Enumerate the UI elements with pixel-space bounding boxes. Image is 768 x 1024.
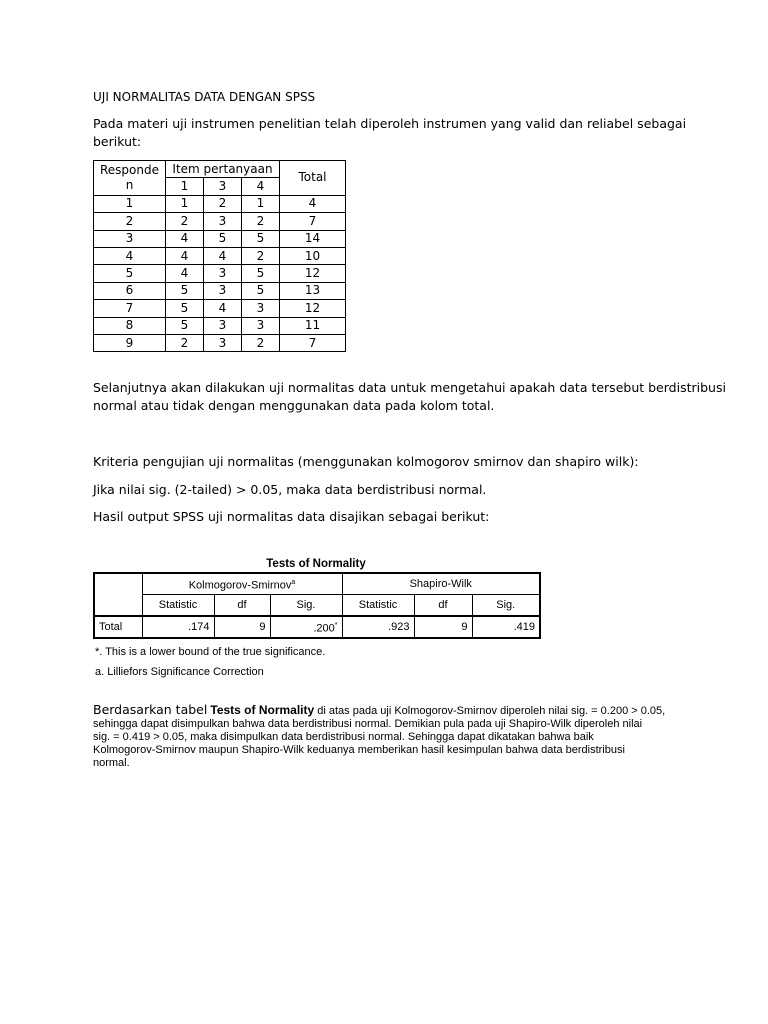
cell-total: 14 xyxy=(280,230,346,247)
cell-responden: 4 xyxy=(94,247,166,264)
cell-responden: 2 xyxy=(94,213,166,230)
data-table-row xyxy=(94,247,346,264)
footnote-a: a. Lilliefors Significance Correction xyxy=(95,666,264,678)
header-item-4: 4 xyxy=(242,178,280,195)
spss-corner-cell xyxy=(94,573,142,616)
cell-item-3: 3 xyxy=(204,213,242,230)
cell-responden: 7 xyxy=(94,300,166,317)
data-table-row xyxy=(94,195,346,212)
cell-item-3: 3 xyxy=(204,334,242,351)
criteria-text: Kriteria pengujian uji normalitas (menggunakan kolmogorov smirnov dan shapiro wilk): xyxy=(93,454,639,469)
cell-item-3: 3 xyxy=(204,282,242,299)
spss-header-row-1 xyxy=(94,573,540,595)
ks-sig-header: Sig. xyxy=(270,595,342,617)
cell-item-1: 4 xyxy=(166,230,204,247)
cell-total: 13 xyxy=(280,282,346,299)
tests-of-normality-table xyxy=(93,572,541,639)
cell-item-1: 5 xyxy=(166,317,204,334)
ks-df-value: 9 xyxy=(214,616,270,638)
data-table-row xyxy=(94,282,346,299)
spss-table-title: Tests of Normality xyxy=(266,558,366,570)
paragraph-selanjutnya xyxy=(93,379,726,415)
header-item-3: 3 xyxy=(204,178,242,195)
cell-item-3: 3 xyxy=(204,265,242,282)
intro-line-1: Pada materi uji instrumen penelitian telah diperoleh instrumen yang valid dan reliabel sebagai xyxy=(93,116,687,131)
cell-responden: 3 xyxy=(94,230,166,247)
instrument-data-table xyxy=(93,160,346,352)
header-responden-part-1: Responde xyxy=(100,162,159,177)
intro-paragraph xyxy=(93,115,686,151)
output-intro-text: Hasil output SPSS uji normalitas data disajikan sebagai berikut: xyxy=(93,509,490,524)
page-heading: UJI NORMALITAS DATA DENGAN SPSS xyxy=(93,90,316,104)
conclusion-line-4: Kolmogorov-Smirnov maupun Shapiro-Wilk keduanya memberikan hasil kesimpulan bahwa data berdistribusi xyxy=(93,744,625,756)
conclusion-paragraph xyxy=(93,703,693,770)
data-table-row xyxy=(94,317,346,334)
cell-item-1: 1 xyxy=(166,195,204,212)
cell-item-1: 2 xyxy=(166,334,204,351)
ks-footnote-mark: a xyxy=(291,578,296,586)
cell-item-4: 5 xyxy=(242,230,280,247)
data-table-row xyxy=(94,230,346,247)
cell-total: 12 xyxy=(280,265,346,282)
header-responden xyxy=(94,161,166,196)
footnote-star: *. This is a lower bound of the true significance. xyxy=(95,646,326,658)
ks-sig-star: * xyxy=(334,621,338,629)
cell-total: 7 xyxy=(280,334,346,351)
header-item-1: 1 xyxy=(166,178,204,195)
cell-item-4: 2 xyxy=(242,213,280,230)
data-table-row xyxy=(94,213,346,230)
sw-sig-header: Sig. xyxy=(472,595,540,617)
data-table-header-row xyxy=(94,161,346,178)
cell-item-1: 4 xyxy=(166,265,204,282)
header-total: Total xyxy=(280,161,346,196)
data-table-row xyxy=(94,334,346,351)
cell-responden: 6 xyxy=(94,282,166,299)
cell-item-4: 5 xyxy=(242,265,280,282)
conclusion-line-3: sig. = 0.419 > 0.05, maka disimpulkan data berdistribusi normal. Sehingga dapat dikatakan bahwa baik xyxy=(93,731,594,743)
cell-item-4: 2 xyxy=(242,247,280,264)
cell-total: 4 xyxy=(280,195,346,212)
conclusion-lead: Berdasarkan tabel xyxy=(93,702,208,717)
spss-header-row-2 xyxy=(94,595,540,617)
sw-statistic-value: .923 xyxy=(342,616,414,638)
ks-statistic-value: .174 xyxy=(142,616,214,638)
cell-responden: 1 xyxy=(94,195,166,212)
data-table-row xyxy=(94,265,346,282)
ks-df-header: df xyxy=(214,595,270,617)
sw-statistic-header: Statistic xyxy=(342,595,414,617)
sw-df-value: 9 xyxy=(414,616,472,638)
cell-total: 11 xyxy=(280,317,346,334)
cell-responden: 9 xyxy=(94,334,166,351)
cell-item-4: 3 xyxy=(242,317,280,334)
rule-text: Jika nilai sig. (2-tailed) > 0.05, maka data berdistribusi normal. xyxy=(93,482,487,497)
cell-item-1: 5 xyxy=(166,300,204,317)
cell-item-3: 4 xyxy=(204,247,242,264)
cell-item-3: 2 xyxy=(204,195,242,212)
cell-total: 10 xyxy=(280,247,346,264)
ks-header-label: Kolmogorov-Smirnov xyxy=(188,579,292,592)
para2-line-2: normal atau tidak dengan menggunakan data pada kolom total. xyxy=(93,398,495,413)
row-label-total: Total xyxy=(94,616,142,638)
cell-responden: 8 xyxy=(94,317,166,334)
conclusion-line-5: normal. xyxy=(93,757,130,769)
sw-sig-value: .419 xyxy=(472,616,540,638)
conclusion-line-2: sehingga dapat disimpulkan bahwa data berdistribusi normal. Demikian pula pada uji Shapiro-Wilk diperoleh nilai xyxy=(93,718,643,730)
conclusion-rest-1: di atas pada uji Kolmogorov-Smirnov diperoleh nilai sig. = 0.200 > 0.05, xyxy=(317,705,666,717)
conclusion-bold-table-name: Tests of Normality xyxy=(210,703,315,717)
ks-sig-value xyxy=(270,616,342,638)
cell-item-3: 5 xyxy=(204,230,242,247)
header-responden-part-2: n xyxy=(125,177,134,192)
cell-item-4: 1 xyxy=(242,195,280,212)
cell-item-3: 3 xyxy=(204,317,242,334)
cell-item-4: 2 xyxy=(242,334,280,351)
cell-item-4: 5 xyxy=(242,282,280,299)
cell-total: 7 xyxy=(280,213,346,230)
ks-statistic-header: Statistic xyxy=(142,595,214,617)
cell-item-1: 5 xyxy=(166,282,204,299)
data-table-row xyxy=(94,300,346,317)
sw-df-header: df xyxy=(414,595,472,617)
intro-line-2: berikut: xyxy=(93,134,142,149)
header-item-pertanyaan: Item pertanyaan xyxy=(166,161,280,178)
sw-header: Shapiro-Wilk xyxy=(342,573,540,595)
cell-item-4: 3 xyxy=(242,300,280,317)
cell-item-3: 4 xyxy=(204,300,242,317)
cell-total: 12 xyxy=(280,300,346,317)
cell-item-1: 4 xyxy=(166,247,204,264)
conclusion-line-1 xyxy=(93,703,693,718)
cell-item-1: 2 xyxy=(166,213,204,230)
para2-line-1: Selanjutnya akan dilakukan uji normalitas data untuk mengetahui apakah data tersebut berdistribusi xyxy=(93,380,726,395)
spss-total-row xyxy=(94,616,540,638)
ks-header xyxy=(142,573,342,595)
cell-responden: 5 xyxy=(94,265,166,282)
ks-sig-number: .200 xyxy=(313,622,335,635)
